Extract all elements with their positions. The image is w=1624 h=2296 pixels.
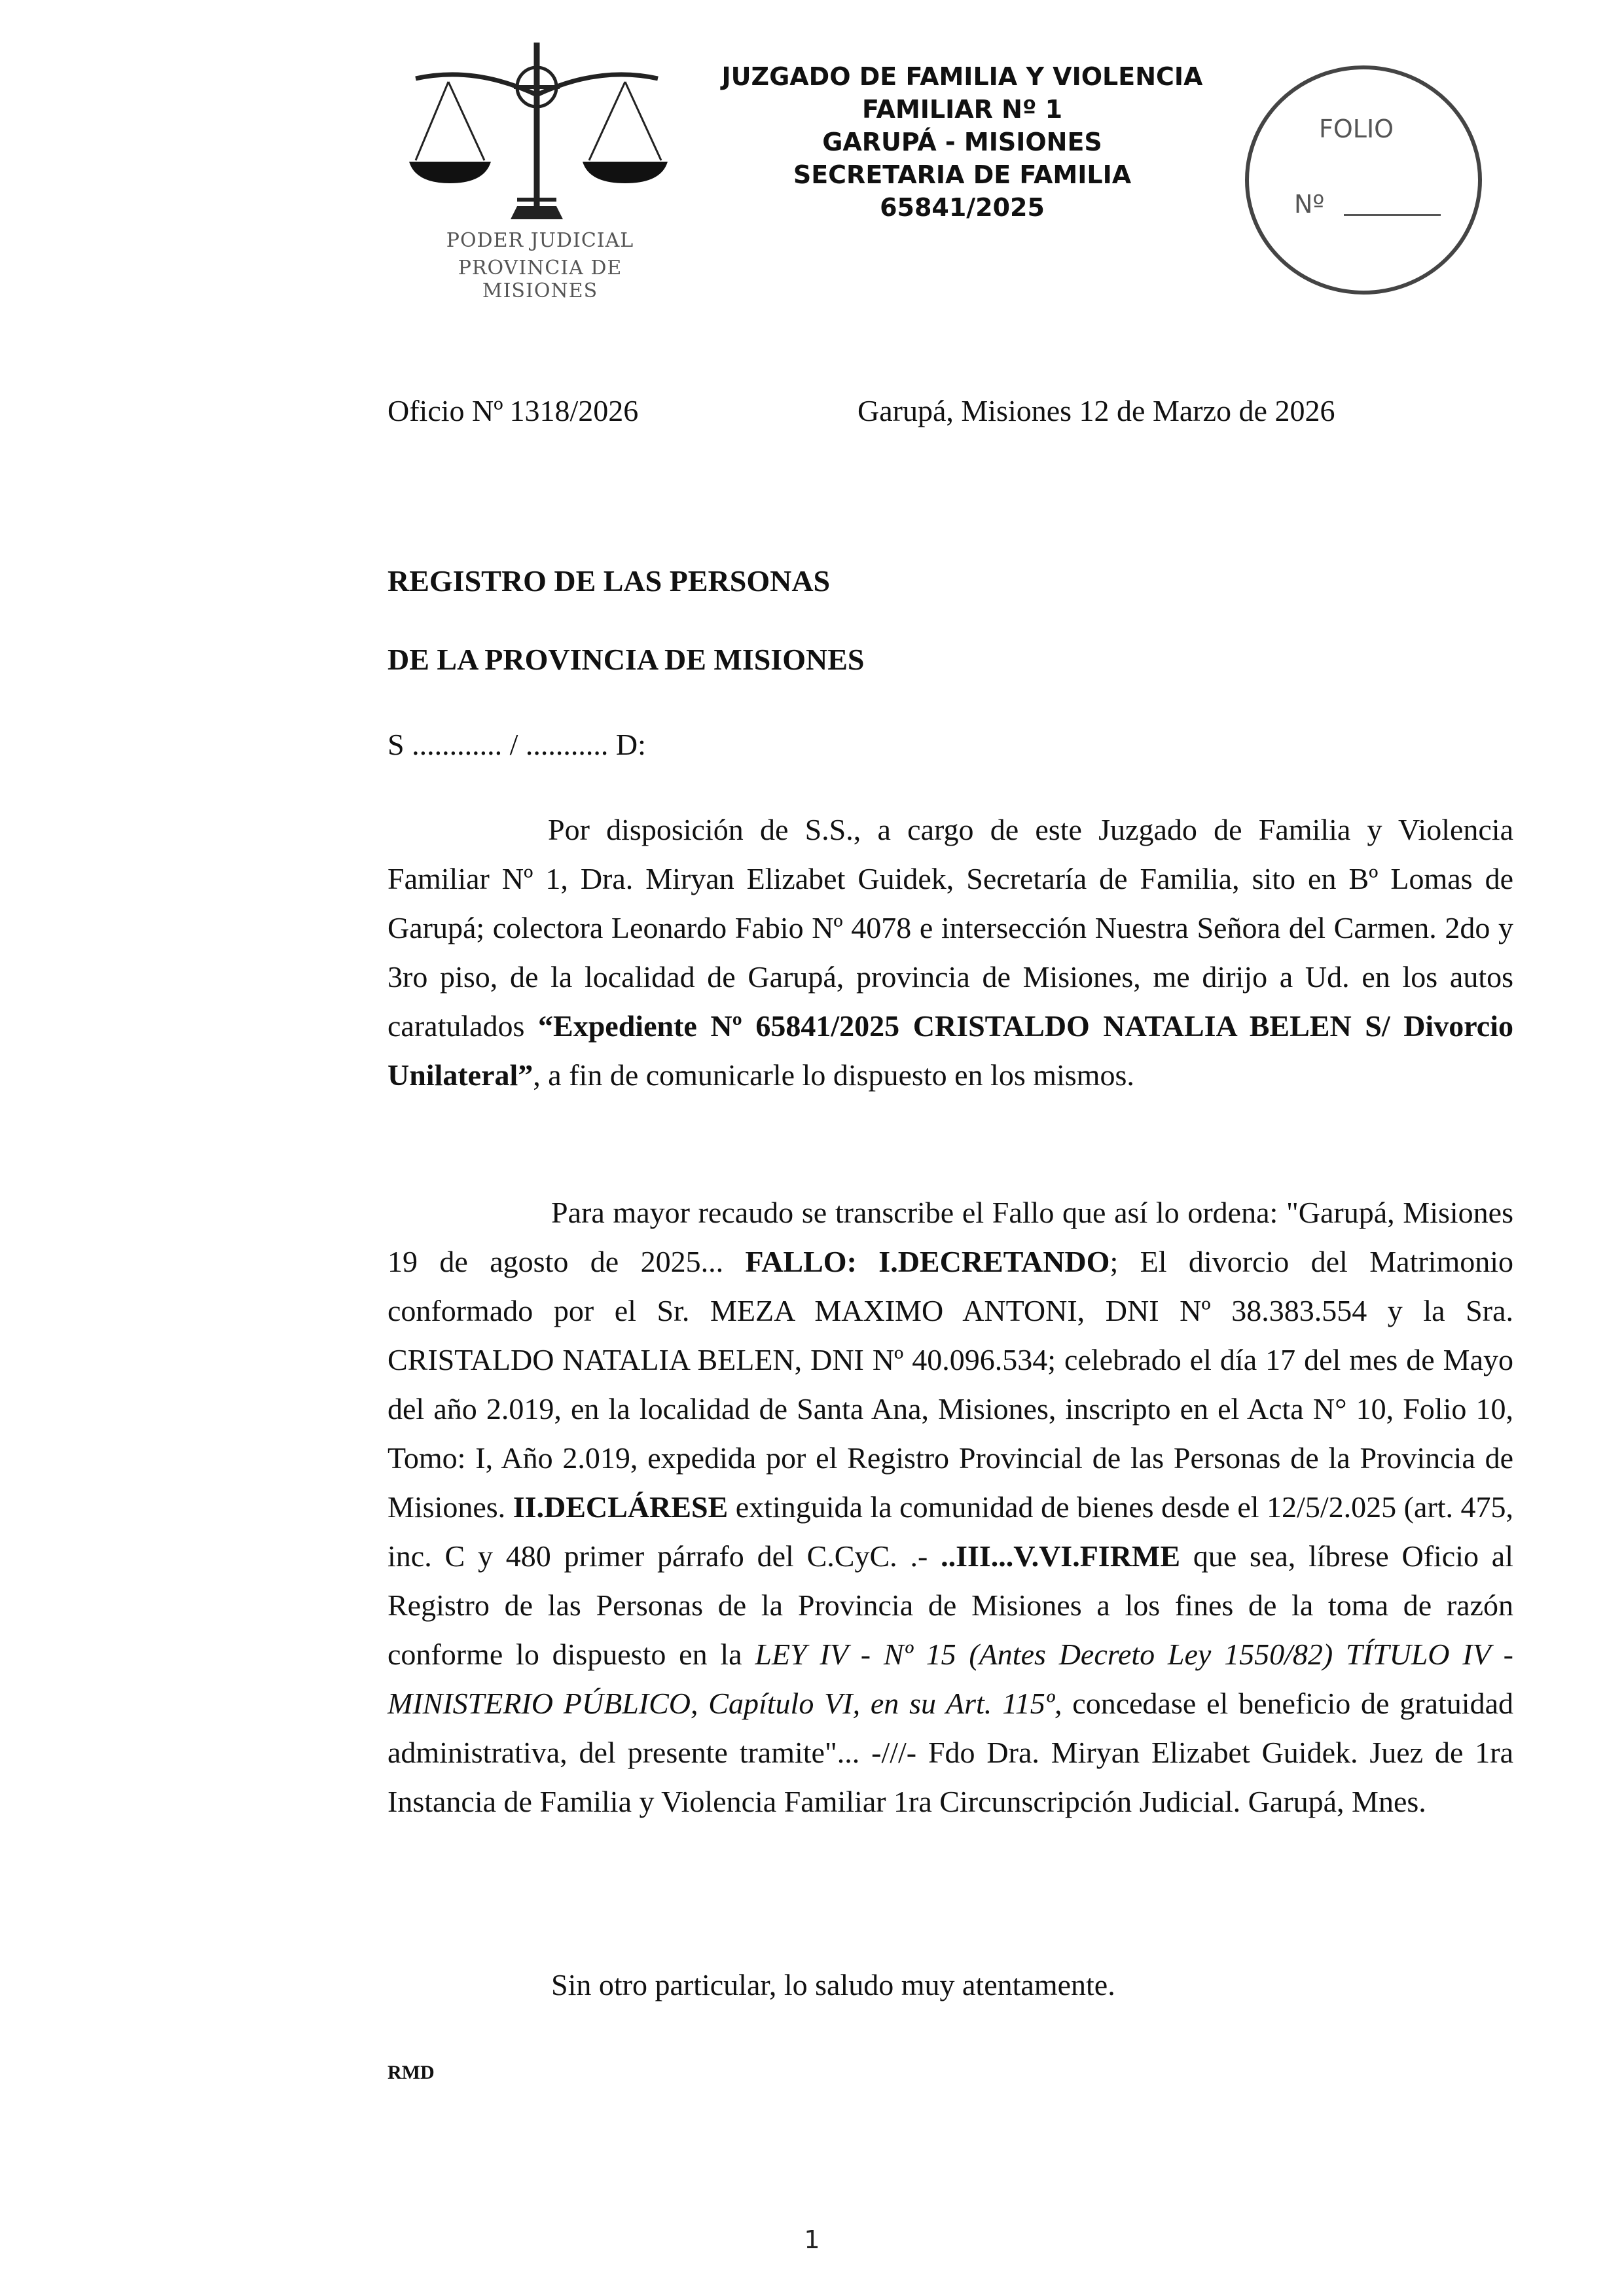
court-header: [668, 60, 1257, 224]
para1-text-end: , a fin de comunicarle lo dispuesto en los mismos.: [533, 1058, 1134, 1092]
body-paragraph-2: [388, 1188, 1513, 1826]
salutation: S ............ / ........... D:: [388, 728, 646, 761]
logo-text-line1: PODER JUDICIAL: [446, 229, 634, 252]
author-initials: RMD: [388, 2062, 435, 2083]
scales-of-justice-icon: [403, 43, 677, 229]
para2-text4: que sea, líbrese Oficio al Registro de las Personas de la Provincia de Misiones a los fines de la toma de razón conforme lo dispuesto en la: [388, 1539, 1514, 1671]
recipient-line2: DE LA PROVINCIA DE MISIONES: [388, 643, 865, 676]
closing-line: Sin otro particular, lo saludo muy atentamente.: [551, 1968, 1115, 2001]
oficio-number-value: 1318/2026: [509, 394, 639, 427]
para2-text1: Para mayor recaudo se transcribe el Fallo que así lo ordena: "Garupá, Misiones 19 de agosto de 2025...: [388, 1196, 1513, 1278]
para2-text5: concedase el beneficio de gratuidad administrativa, del presente tramite"... -///- Fdo Dra. Miryan Elizabet Guidek. Juez de 1ra Instancia de Familia y Violencia Familiar 1ra Circunscripción Judicial. Garupá, Mnes.: [388, 1687, 1514, 1818]
court-logo: [403, 43, 677, 302]
logo-text-line2: PROVINCIA DE MISIONES: [458, 257, 623, 302]
court-name-line1: JUZGADO DE FAMILIA Y VIOLENCIA: [721, 62, 1203, 91]
para2-declaration: II.DECLÁRESE: [513, 1490, 729, 1524]
page-number: 1: [804, 2225, 820, 2254]
oficio-label: Oficio Nº: [388, 394, 503, 427]
body-paragraph-1: [388, 805, 1513, 1100]
para2-text3: extinguida la comunidad de bienes desde el 12/5/2.025 (art. 475, inc. C y 480 primer párrafo del C.CyC. .-: [388, 1490, 1514, 1573]
court-name-line2: FAMILIAR Nº 1: [861, 95, 1063, 124]
case-number: 65841/2025: [880, 193, 1045, 222]
folio-label: FOLIO: [1319, 115, 1394, 143]
oficio-number: [388, 386, 638, 435]
para2-ruling: FALLO: I.DECRETANDO: [745, 1245, 1110, 1278]
folio-stamp: [1240, 62, 1502, 298]
para2-law-reference: LEY IV - Nº 15 (Antes Decreto Ley 1550/82) TÍTULO IV - MINISTERIO PÚBLICO, Capítulo VI, en su Art. 115º,: [388, 1638, 1513, 1720]
para2-text2: ; El divorcio del Matrimonio conformado por el Sr. MEZA MAXIMO ANTONI, DNI Nº 38.383.554 y la Sra. CRISTALDO NATALIA BELEN, DNI Nº 40.096.534; celebrado el día 17 del mes de Mayo del año 2.019, en la localidad de Santa Ana, Misiones, inscripto en el Acta N° 10, Folio 10, Tomo: I, Año 2.019, expedida por el Registro Provincial de las Personas de la Provincia de Misiones.: [388, 1245, 1514, 1524]
recipient-line1: REGISTRO DE LAS PERSONAS: [388, 564, 831, 598]
para2-firme: ..III...V.VI.FIRME: [941, 1539, 1181, 1573]
folio-number-blank: [1344, 214, 1441, 216]
folio-number-label: Nº: [1294, 190, 1325, 219]
para1-text: Por disposición de S.S., a cargo de este Juzgado de Familia y Violencia Familiar Nº 1, Dra. Miryan Elizabet Guidek, Secretaría de Familia, sito en Bº Lomas de Garupá; colectora Leonardo Fabio Nº 4078 e intersección Nuestra Señora del Carmen. 2do y 3ro piso, de la localidad de Garupá, provincia de Misiones, me dirijo a Ud. en los autos caratulados: [388, 813, 1513, 1043]
court-secretariat: SECRETARIA DE FAMILIA: [793, 160, 1132, 189]
stamp-circle-icon: [1240, 62, 1502, 298]
court-location: GARUPÁ - MISIONES: [822, 128, 1102, 156]
para1-case-title: “Expediente Nº 65841/2025 CRISTALDO NATALIA BELEN S/ Divorcio Unilateral”: [388, 1009, 1513, 1092]
place-date: Garupá, Misiones 12 de Marzo de 2026: [857, 394, 1335, 427]
